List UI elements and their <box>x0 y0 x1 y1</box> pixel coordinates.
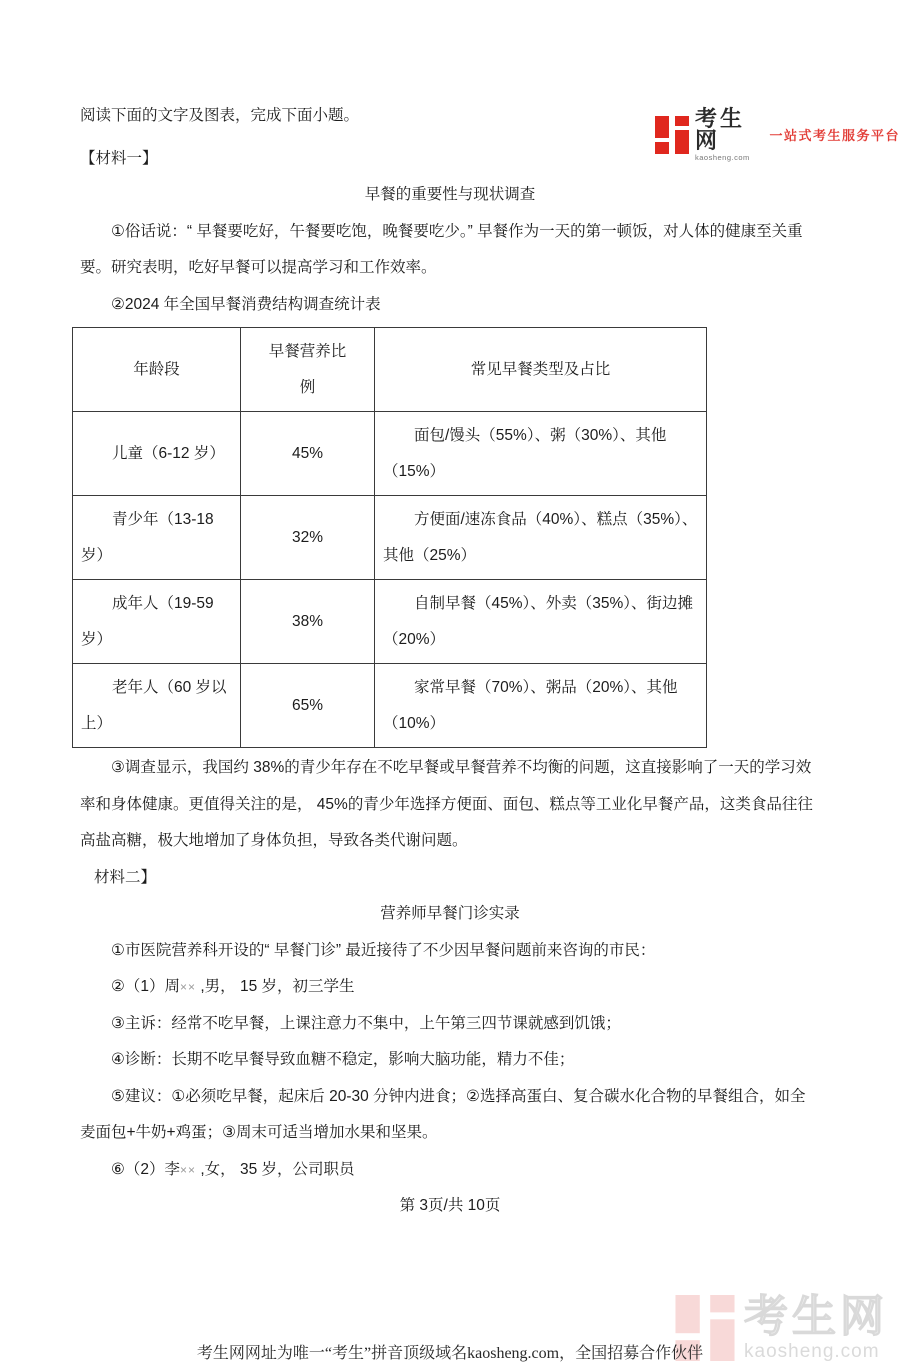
age-cell: 青少年（13-18 岁） <box>73 496 241 580</box>
material1-paragraph-1: ①俗话说：“ 早餐要吃好，午餐要吃饱，晚餐要吃少。” 早餐作为一天的第一顿饭，对人体的健康至关重要。研究表明，吃好早餐可以提高学习和工作效率。 <box>80 222 803 276</box>
watermark-logo-domain: kaosheng.com <box>744 1341 880 1362</box>
logo-tagline: 一站式考生服务平台 <box>769 128 900 144</box>
patient1-prefix: ②（1）周 <box>111 978 181 995</box>
page-number: 第 3页/共 10页 <box>399 1197 501 1214</box>
types-cell: 家常早餐（70%）、粥品（20%）、其他（10%） <box>375 664 707 748</box>
age-cell: 老年人（60 岁以上） <box>73 664 241 748</box>
kaosheng-logo-icon <box>655 116 689 154</box>
header-cell-types: 常见早餐类型及占比 <box>375 328 707 412</box>
patient2-suffix: ,女， 35 岁，公司职员 <box>196 1160 355 1178</box>
table-header-row <box>73 328 707 412</box>
survey-table <box>72 327 707 748</box>
table-row <box>73 496 707 580</box>
patient1-line <box>80 969 820 1006</box>
logo-text: 考生网 <box>695 106 746 153</box>
material1-paragraph-3: ③调查显示，我国约 38%的青少年存在不吃早餐或早餐营养不均衡的问题，这直接影响了一天的学习效率和身体健康。更值得关注的是， 45%的青少年选择方便面、面包、糕点等工业化早餐产品，这类食品往往高盐高糖，极大地增加了身体负担，导致各类代谢问题。 <box>80 759 813 849</box>
patient1-suffix: ,男， 15 岁，初三学生 <box>196 978 355 995</box>
diagnosis-line: ④诊断：长期不吃早餐导致血糖不稳定，影响大脑功能，精力不佳； <box>111 1051 575 1068</box>
material2-label: 材料二】 <box>93 868 156 886</box>
material2-title: 营养师早餐门诊实录 <box>380 905 520 922</box>
material1-title: 早餐的重要性与现状调查 <box>364 186 536 203</box>
consult-intro: ①市医院营养科开设的“ 早餐门诊” 最近接待了不少因早餐问题前来咨询的市民： <box>111 941 656 959</box>
header-logo <box>655 108 900 162</box>
types-cell: 方便面/速冻食品（40%）、糕点（35%）、其他（25%） <box>375 496 707 580</box>
table-row <box>73 412 707 496</box>
ratio-cell: 45% <box>241 412 375 496</box>
age-cell: 儿童（6-12 岁） <box>73 412 241 496</box>
table-row <box>73 580 707 664</box>
types-cell: 自制早餐（45%）、外卖（35%）、街边摊（20%） <box>375 580 707 664</box>
watermark-logo-text: 考生网 <box>744 1292 888 1341</box>
document-body <box>0 98 900 1225</box>
header-cell-age: 年龄段 <box>73 328 241 412</box>
material1-label: 【材料一】 <box>80 149 158 167</box>
footer-note: 考生网网址为唯一“考生”拼音顶级域名kaosheng.com，全国招募合作伙伴 <box>196 1345 704 1362</box>
header-cell-ratio <box>241 328 375 412</box>
patient2-name-mask: ×× <box>180 1162 197 1177</box>
patient1-name-mask: ×× <box>180 980 197 994</box>
table-caption: ②2024 年全国早餐消费结构调查统计表 <box>111 295 381 313</box>
ratio-cell: 38% <box>241 580 375 664</box>
advice-line: ⑤建议：①必须吃早餐，起床后 20-30 分钟内进食；②选择高蛋白、复合碳水化合物的早餐组合，如全麦面包+牛奶+鸡蛋；③周末可适当增加水果和坚果。 <box>80 1087 806 1141</box>
intro-line: 阅读下面的文字及图表，完成下面小题。 <box>80 107 360 124</box>
complaint-line: ③主诉：经常不吃早餐，上课注意力不集中，上午第三四节课就感到饥饿； <box>111 1014 621 1032</box>
types-cell: 面包/馒头（55%）、粥（30%）、其他（15%） <box>375 412 707 496</box>
ratio-cell: 32% <box>241 496 375 580</box>
table-row <box>73 664 707 748</box>
header-cell-ratio-text: 早餐营养比例 <box>268 342 347 396</box>
patient2-line <box>80 1152 820 1189</box>
patient2-prefix: ⑥（2）李 <box>111 1160 181 1178</box>
ratio-cell: 65% <box>241 664 375 748</box>
logo-domain: kaosheng.com <box>695 153 750 162</box>
age-cell: 成年人（19-59 岁） <box>73 580 241 664</box>
